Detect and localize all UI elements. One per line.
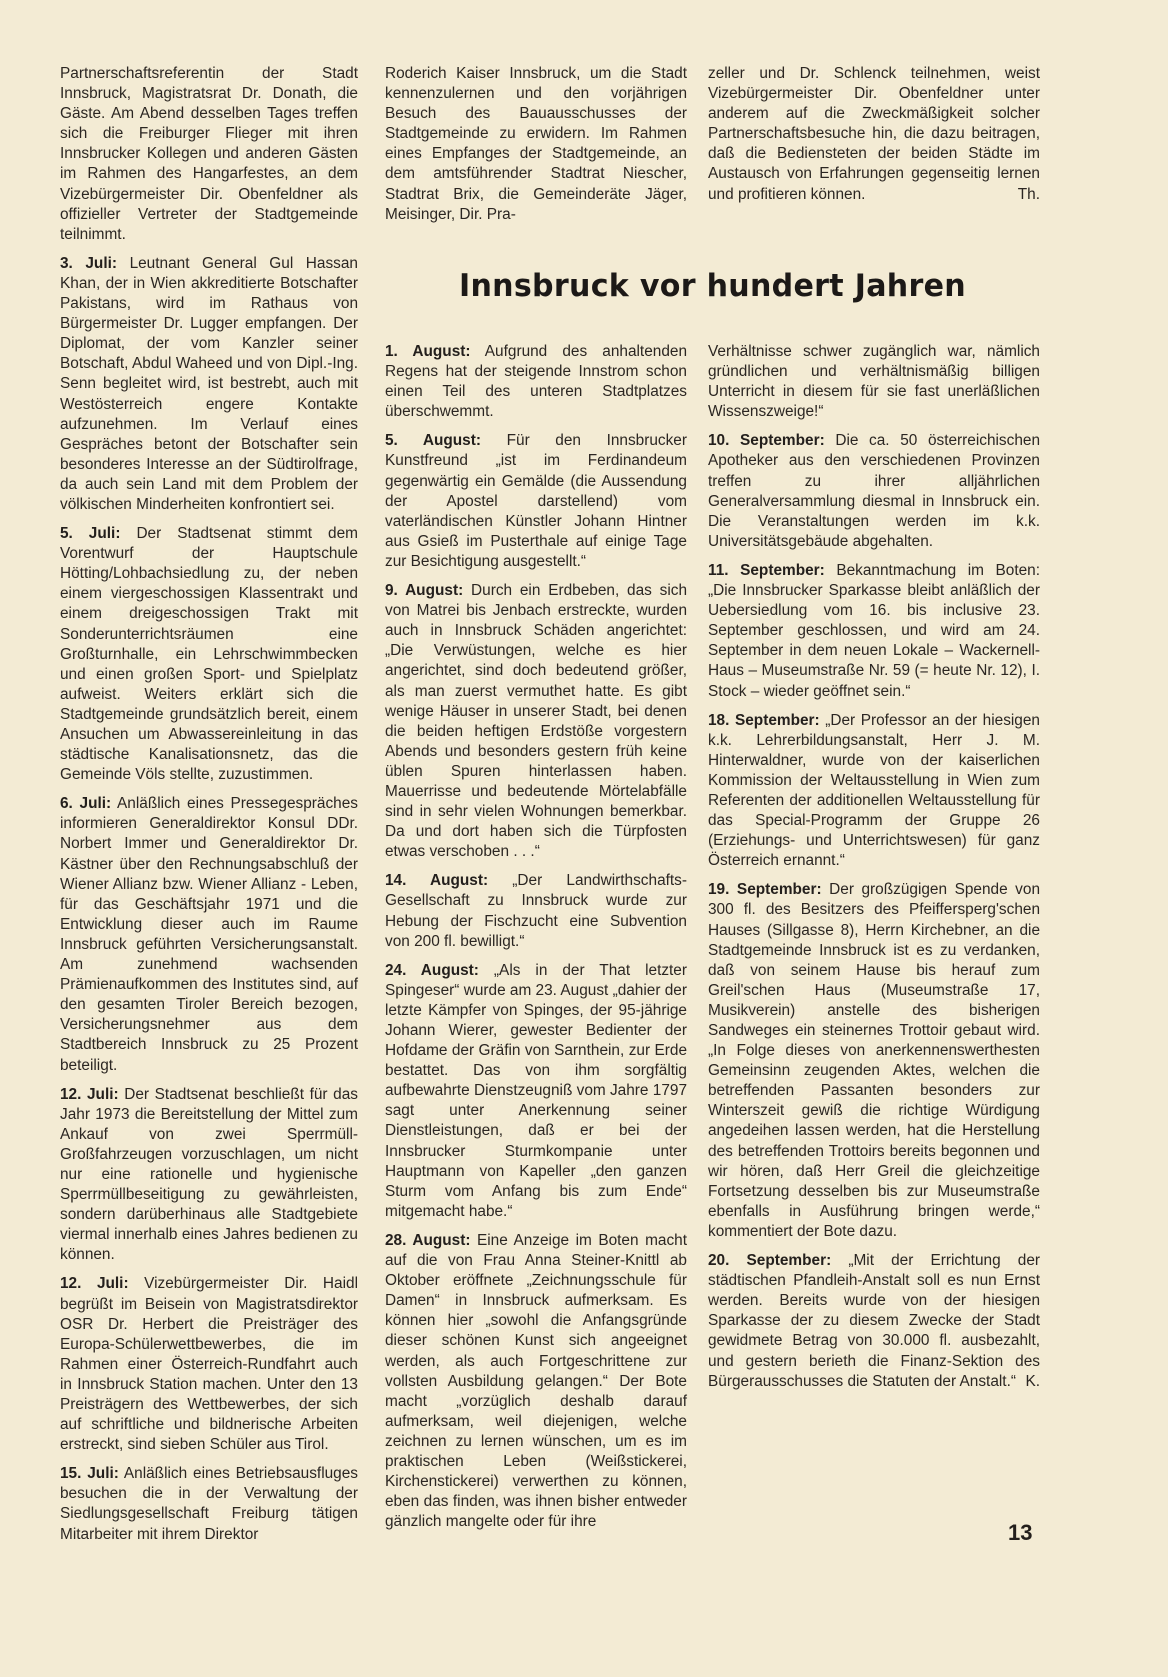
entry-text: Der Stadtsenat beschließt für das Jahr 1973 die Bereitstellung der Mittel zum Ankauf von zwei Sperrmüll-Großfahrzeugen vorzuschlagen, um nicht nur eine rationelle und hygienische Sperrmüllbeseitigung zu gewährleisten, sondern darüberhinaus alle Stadtgebiete viermal innerhalb eines Jahres bedienen zu können. (60, 1085, 358, 1264)
entry-date: 12. Juli: (60, 1275, 129, 1293)
entry-date: 24. August: (385, 961, 479, 979)
chronicle-entry (60, 1274, 358, 1455)
author-signature: K. (1025, 1372, 1040, 1390)
chronicle-entry (708, 342, 1040, 422)
entry-date: 18. September: (708, 711, 820, 729)
chronicle-entry (60, 64, 358, 245)
entry-text: Der großzügigen Spende von 300 fl. des Besitzers des Pfeiffersperg'schen Hauses (Sillgasse 8), Herrn Kirchebner, an die Stadtgemeinde Innsbruck ist es zu verdanken, daß von seinem Hause bis herauf zum Greil'schen Haus (Museumstraße 17, Musikverein) anstelle des bisherigen Sandweges ein steinernes Trottoir gebaut wird. „In Folge dieses von anerkennenswerthesten Gemeinsinn zeugenden Aktes, welchen die betreffenden Passanten besonders zur Winterszeit gewiß die richtige Würdigung angedeihen lassen werden, hat die Herstellung des betreffenden Trottoirs bereits begonnen und wir hören, daß Herr Greil die gleichzeitige Fortsetzung desselben bis zur Museumstraße ebenfalls in Ausführung bringen werde,“ kommentiert der Bote dazu. (708, 881, 1040, 1240)
entry-date: 14. August: (385, 872, 489, 890)
chronicle-entry (385, 1231, 687, 1532)
chronicle-entry (60, 1464, 358, 1544)
entry-text: „Als in der That letzter Spingeser“ wurde am 23. August „dahier der letzte Kämpfer von Spinges, der 95-jährige Johann Wierer, gewester Bedienter der Hofdame der Gräfin von Sarnthein, zur Erde bestattet. Das von ihm sorgfältig aufbewahrte Dienstzeugniß vom Jahre 1797 sagt unter Anerkennung seiner Dienstleistungen, daß er bei der Innsbrucker Sturmkompanie unter Hauptmann von Kapeller „den ganzen Sturm vom Anfang bis zum Ende“ mitgemacht habe.“ (385, 961, 688, 1220)
entry-text: Die ca. 50 österreichischen Apotheker aus den verschiedenen Provinzen treffen zu ihrer alljährlichen Generalversammlung diesmal in Innsbruck ein. Die Veranstaltungen werden im k.k. Universitätsgebäude abgehalten. (708, 432, 1041, 550)
entry-text: „Mit der Errichtung der städtischen Pfandleih-Anstalt soll es nun Ernst werden. Bereits wurde von der hiesigen Sparkasse der zu diesem Zwecke der Stadt gewidmete Betrag von 30.000 fl. ausbezahlt, und gestern berieth die Finanz-Sektion des Bürgerausschusses die Statuten der Anstalt.“ (708, 1252, 1041, 1390)
column-2-bottom (385, 342, 687, 1541)
entry-text: Aufgrund des anhaltenden Regens hat der steigende Innstrom schon einen Teil des unteren Stadtplatzes überschwemmt. (385, 343, 688, 421)
entry-date: 5. August: (385, 432, 481, 450)
entry-text: Für den Innsbrucker Kunstfreund „ist im Ferdinandeum gegenwärtig ein Gemälde (die Aussendung der Apostel darstellend) vom vaterländischen Künstler Johann Hintner aus Gsieß im Pusterthale auf einige Tage zur Besichtigung ausgestellt.“ (385, 432, 687, 570)
entry-date: 11. September: (708, 561, 825, 579)
column-1 (60, 64, 358, 1554)
article-headline: Innsbruck vor hundert Jahren (458, 268, 966, 304)
entry-date: 5. Juli: (60, 525, 121, 543)
entry-text: zeller und Dr. Schlenck teilnehmen, weist Vizebürgermeister Dir. Obenfeldner unter anderem auf die Zweckmäßigkeit solcher Partnerschaftsbesuche hin, die dazu beitragen, daß die Bediensteten der beiden Städte im Austausch von Erfahrungen gegenseitig lernen und profitieren können. (708, 65, 1040, 203)
column-3-bottom (708, 342, 1040, 1401)
entry-text: Der Stadtsenat stimmt dem Vorentwurf der Hauptschule Hötting/Lohbachsiedlung zu, der neben einem viergeschossigen Klassentrakt und einem dreigeschossigen Trakt mit Sonderunterrichtsräumen eine Großturnhalle, ein Lehrschwimmbecken und einen großen Sport- und Spielplatz aufweist. Weiters erklärt sich die Stadtgemeinde grundsätzlich bereit, einem Ansuchen um Abwassereinleitung in das städtische Kanalisationsnetz, das die Gemeinde Völs stellte, zuzustimmen. (60, 525, 358, 784)
chronicle-entry (385, 581, 687, 862)
entry-text: „Der Landwirthschafts-Gesellschaft zu Innsbruck wurde zur Hebung der Fischzucht eine Subvention von 200 fl. bewilligt.“ (385, 872, 687, 950)
entry-text: Durch ein Erdbeben, das sich von Matrei bis Jenbach erstreckte, wurden auch in Innsbruck Schäden angerichtet: „Die Verwüstungen, welche es hier angerichtet, sind doch bedeutend größer, als man zuerst vermuthet hatte. Es gibt wenige Häuser in unserer Stadt, bei denen die beiden heftigen Erdstöße vorgestern Abends und besonders gestern früh keine üblen Spuren hinterlassen haben. Mauerrisse und bedeutende Mörtelabfälle sind in sehr vielen Wohnungen bemerkbar. Da und dort haben sich die Türpfosten etwas verschoben . . .“ (385, 582, 688, 861)
chronicle-entry (385, 64, 687, 225)
chronicle-entry (708, 1251, 1040, 1392)
chronicle-entry (60, 794, 358, 1075)
entry-date: 10. September: (708, 432, 825, 450)
entry-text: „Der Professor an der hiesigen k.k. Lehrerbildungsanstalt, Herr J. M. Hinterwaldner, wurde von der kaiserlichen Kommission der Weltausstellung in Wien zum Referenten der additionellen Weltausstellung für das Special-Programm der Gruppe 26 (Erziehungs- und Unterrichtswesen) für ganz Österreich ernannt.“ (708, 711, 1040, 870)
entry-date: 19. September: (708, 881, 822, 899)
entry-date: 15. Juli: (60, 1465, 119, 1483)
chronicle-entry (385, 871, 687, 951)
entry-date: 1. August: (385, 343, 471, 360)
author-signature: Th. (1017, 185, 1040, 203)
entry-text: Leutnant General Gul Hassan Khan, der in Wien akkreditierte Botschafter Pakistans, wird im Rathaus von Bürgermeister Dr. Lugger empfangen. Der Diplomat, der vom Kanzler seiner Botschaft, Abdul Waheed und von Dipl.-Ing. Senn begleitet wird, ist bestrebt, auch mit Westösterreich engere Kontakte aufzunehmen. Im Verlauf eines Gespräches betont der Botschafter sein besonderes Interesse an der Südtirolfrage, da auch sein Land mit dem Problem der völkischen Minderheiten konfrontiert sei. (60, 254, 358, 513)
chronicle-entry (708, 64, 1040, 205)
entry-date: 20. September: (708, 1252, 832, 1270)
page-number: 13 (1008, 1520, 1033, 1545)
entry-text: Partnerschaftsreferentin der Stadt Innsbruck, Magistratsrat Dr. Donath, die Gäste. Am Abend desselben Tages treffen sich die Freiburger Flieger mit ihren Innsbrucker Kollegen und anderen Gästen im Rahmen des Hangarfestes, an dem Vizebürgermeister Dir. Obenfeldner als offizieller Vertreter der Stadtgemeinde teilnimmt. (60, 65, 358, 243)
chronicle-entry (708, 561, 1040, 702)
entry-date: 6. Juli: (60, 795, 112, 813)
entry-text: Roderich Kaiser Innsbruck, um die Stadt kennenzulernen und den vorjährigen Besuch des Bauausschusses der Stadtgemeinde zu erwidern. Im Rahmen eines Empfanges der Stadtgemeinde, an dem amtsführender Stadtrat Niescher, Stadtrat Brix, die Gemeinderäte Jäger, Meisinger, Dir. Pra- (385, 65, 687, 223)
chronicle-entry (385, 342, 687, 422)
entry-text: Eine Anzeige im Boten macht auf die von Frau Anna Steiner-Knittl ab Oktober eröffnete „Zeichnungsschule für Damen“ in Innsbruck aufmerksam. Es können hier „sowohl die Anfangsgründe dieser schönen Kunst sich angeeignet werden, als auch Fortgeschrittene zur vollsten Ausbildung gelangen.“ Der Bote macht „vorzüglich deshalb darauf aufmerksam, weil diejenigen, welche zeichnen zu lernen wünschen, um es im praktischen Leben (Weißstickerei, Kirchenstickerei) verwerthen zu können, eben das finden, was ihnen bisher entweder gänzlich mangelte oder für ihre (385, 1231, 687, 1531)
chronicle-entry (60, 524, 358, 785)
chronicle-entry (60, 254, 358, 515)
entry-date: 12. Juli: (60, 1085, 119, 1103)
entry-text: Vizebürgermeister Dir. Haidl begrüßt im Beisein von Magistratsdirektor OSR Dr. Herbert die Preisträger des Europa-Schülerwettbewerbes, die im Rahmen einer Österreich-Rundfahrt auch in Innsbruck Station machen. Unter den 13 Preisträgern des Wettbewerbes, der sich auf schriftliche und bildnerische Arbeiten erstreckt, sind sieben Schüler aus Tirol. (60, 1275, 358, 1454)
entry-text: Anläßlich eines Pressegespräches informieren Generaldirektor Konsul DDr. Norbert Immer und Generaldirektor Dr. Kästner über den Rechnungsabschluß der Wiener Allianz bzw. Wiener Allianz - Leben, für das Geschäftsjahr 1971 und die Entwicklung dieser auch im Raume Innsbruck geführten Versicherungsanstalt. Am zunehmend wachsenden Prämienaufkommen des Institutes sind, auf den gesamten Tiroler Bereich bezogen, Versicherungsnehmer aus dem Stadtbereich Innsbruck zu 25 Prozent beteiligt. (60, 795, 358, 1074)
entry-date: 28. August: (385, 1231, 471, 1249)
entry-text: Anläßlich eines Betriebsausfluges besuchen die in der Verwaltung der Siedlungsgesellschaft Freiburg tätigen Mitarbeiter mit ihrem Direktor (60, 1465, 358, 1543)
entry-date: 3. Juli: (60, 254, 118, 272)
chronicle-entry (385, 431, 687, 572)
chronicle-entry (708, 711, 1040, 872)
entry-text: Bekanntmachung im Boten: „Die Innsbrucker Sparkasse bleibt anläßlich der Uebersiedlung vom 16. bis inclusive 23. September geschlossen, und wird am 24. September in dem neuen Lokale – Wackernell-Haus – Museumstraße Nr. 59 (= heute Nr. 12), I. Stock – wieder geöffnet sein.“ (708, 561, 1040, 700)
entry-text: Verhältnisse schwer zugänglich war, nämlich gründlichen und verhältnismäßig billigen Unterricht in diesem für sie fast unerläßlichen Wissenszweige!“ (708, 343, 1040, 421)
column-3-top (708, 64, 1040, 214)
column-2-top (385, 64, 687, 234)
chronicle-entry (708, 880, 1040, 1242)
chronicle-entry (708, 431, 1040, 552)
chronicle-entry (60, 1085, 358, 1266)
chronicle-entry (385, 961, 687, 1222)
entry-date: 9. August: (385, 582, 464, 600)
